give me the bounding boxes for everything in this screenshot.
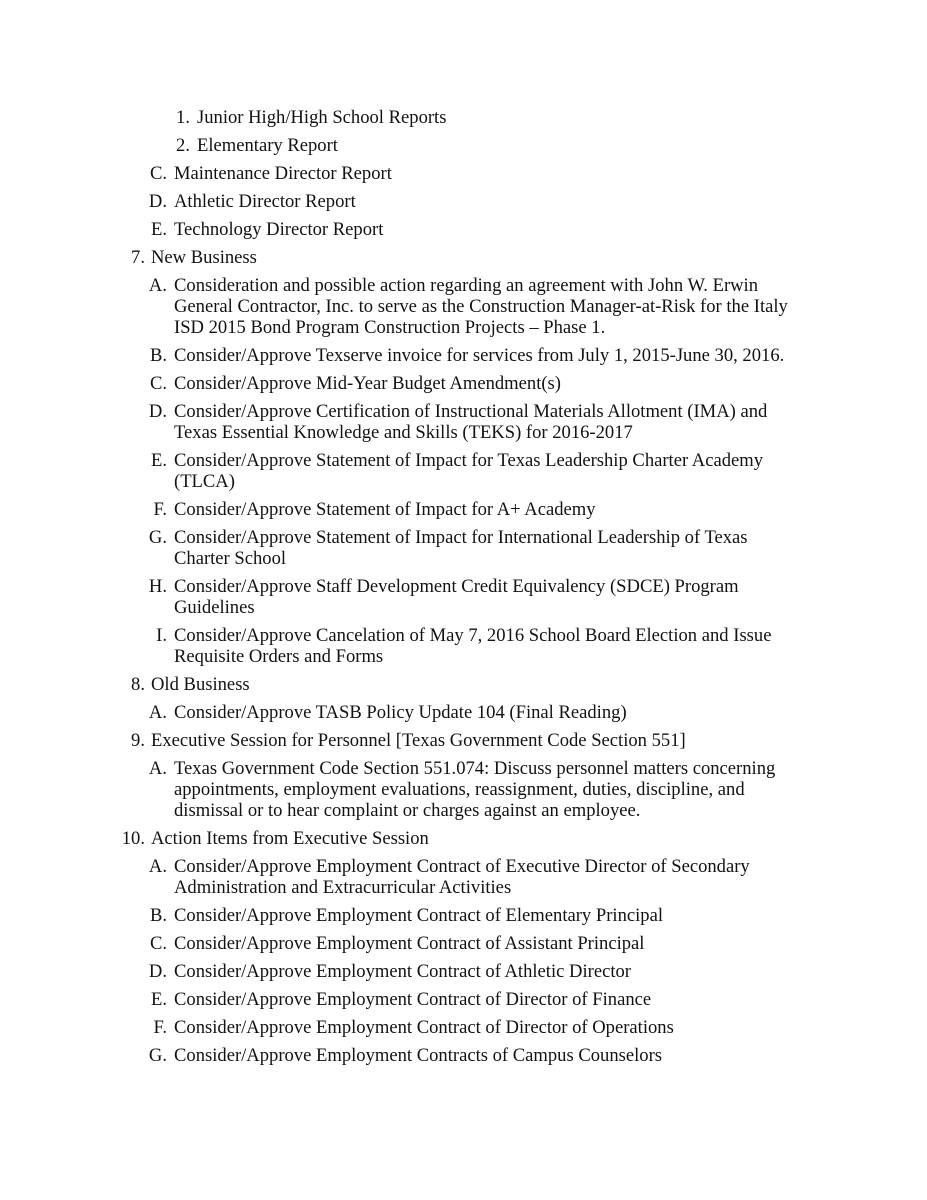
agenda-item-marker: H. — [148, 576, 167, 597]
agenda-item-marker: C. — [149, 373, 167, 394]
agenda-item-text: Consider/Approve Statement of Impact for Texas Leadership Charter Academy (TLCA) — [174, 450, 764, 492]
agenda-item-text: Consider/Approve Staff Development Credit Equivalency (SDCE) Program Guidelines — [174, 576, 739, 618]
agenda-item — [0, 576, 927, 618]
agenda-item — [0, 905, 927, 926]
agenda-item — [0, 1017, 927, 1038]
agenda-item-text: Consider/Approve Texserve invoice for services from July 1, 2015-June 30, 2016. — [174, 345, 785, 366]
agenda-item-marker: 2. — [176, 135, 190, 156]
agenda-outline-list — [0, 107, 927, 1073]
agenda-item-text: Texas Government Code Section 551.074: Discuss personnel matters concerning appointments, employment evaluations, reassignment, duties, discipline, and dismissal or to hear complaint or charges against an employee. — [174, 758, 776, 821]
agenda-item — [0, 674, 927, 695]
agenda-item-text: Consider/Approve Statement of Impact for International Leadership of Texas Charter School — [174, 527, 748, 569]
agenda-item-text: Consider/Approve Employment Contract of Director of Operations — [174, 1017, 674, 1038]
agenda-item-text: Consider/Approve Certification of Instructional Materials Allotment (IMA) and Texas Essential Knowledge and Skills (TEKS) for 2016-2017 — [174, 401, 768, 443]
agenda-item-marker: G. — [148, 527, 167, 548]
agenda-item-marker: 9. — [131, 730, 145, 751]
agenda-item-marker: F. — [153, 1017, 167, 1038]
agenda-item-text: Executive Session for Personnel [Texas Government Code Section 551] — [151, 730, 686, 751]
agenda-item-marker: E. — [150, 219, 167, 240]
agenda-item — [0, 450, 927, 492]
agenda-item-text: Consider/Approve Employment Contract of Assistant Principal — [174, 933, 645, 954]
agenda-item — [0, 499, 927, 520]
agenda-item-marker: B. — [149, 905, 167, 926]
agenda-item-text: Consider/Approve Employment Contract of Elementary Principal — [174, 905, 664, 926]
agenda-item-marker: 7. — [131, 247, 145, 268]
agenda-item-marker: F. — [153, 499, 167, 520]
agenda-item-text: Elementary Report — [197, 135, 338, 156]
agenda-item — [0, 107, 927, 128]
agenda-item-marker: D. — [148, 961, 167, 982]
agenda-item — [0, 219, 927, 240]
agenda-item — [0, 730, 927, 751]
agenda-item-text: Consider/Approve Employment Contract of Executive Director of Secondary Administration and Extracurricular Activities — [174, 856, 750, 898]
agenda-item-text: Consider/Approve Employment Contracts of Campus Counselors — [174, 1045, 663, 1066]
agenda-item — [0, 401, 927, 443]
agenda-item-text: New Business — [151, 247, 257, 268]
agenda-item-marker: E. — [150, 989, 167, 1010]
agenda-item-marker: A. — [148, 702, 167, 723]
agenda-item — [0, 989, 927, 1010]
agenda-item-text: Consider/Approve Cancelation of May 7, 2016 School Board Election and Issue Requisite Orders and Forms — [174, 625, 772, 667]
agenda-item-text: Consider/Approve Employment Contract of Director of Finance — [174, 989, 652, 1010]
agenda-item-text: Consider/Approve Employment Contract of Athletic Director — [174, 961, 631, 982]
agenda-item-text: Junior High/High School Reports — [197, 107, 447, 128]
agenda-item-marker: 1. — [176, 107, 190, 128]
agenda-item — [0, 163, 927, 184]
agenda-item — [0, 373, 927, 394]
agenda-item — [0, 856, 927, 898]
agenda-item-marker: D. — [148, 401, 167, 422]
agenda-item — [0, 702, 927, 723]
agenda-item-marker: D. — [148, 191, 167, 212]
agenda-item-text: Consideration and possible action regarding an agreement with John W. Erwin General Contractor, Inc. to serve as the Construction Manager-at-Risk for the Italy ISD 2015 Bond Program Construction Projects – Phase 1. — [174, 275, 788, 338]
agenda-item — [0, 758, 927, 821]
agenda-item-marker: 10. — [121, 828, 145, 849]
agenda-item-marker: E. — [150, 450, 167, 471]
agenda-item-text: Old Business — [151, 674, 250, 695]
agenda-item — [0, 1045, 927, 1066]
agenda-item-marker: I. — [156, 625, 167, 646]
agenda-item — [0, 625, 927, 667]
agenda-item — [0, 828, 927, 849]
agenda-item — [0, 527, 927, 569]
agenda-item — [0, 345, 927, 366]
agenda-item-marker: G. — [148, 1045, 167, 1066]
agenda-item-marker: C. — [149, 933, 167, 954]
agenda-item-text: Action Items from Executive Session — [151, 828, 429, 849]
agenda-item-text: Consider/Approve Mid-Year Budget Amendment(s) — [174, 373, 561, 394]
agenda-item — [0, 933, 927, 954]
agenda-item-text: Maintenance Director Report — [174, 163, 392, 184]
agenda-item — [0, 247, 927, 268]
agenda-item — [0, 961, 927, 982]
agenda-item — [0, 191, 927, 212]
agenda-item-text: Athletic Director Report — [174, 191, 356, 212]
agenda-item — [0, 135, 927, 156]
agenda-item-marker: B. — [149, 345, 167, 366]
agenda-item-text: Technology Director Report — [174, 219, 384, 240]
agenda-item-marker: A. — [148, 856, 167, 877]
agenda-item-marker: A. — [148, 758, 167, 779]
agenda-item-marker: 8. — [131, 674, 145, 695]
agenda-item-marker: C. — [149, 163, 167, 184]
agenda-item-text: Consider/Approve Statement of Impact for A+ Academy — [174, 499, 596, 520]
agenda-item-text: Consider/Approve TASB Policy Update 104 (Final Reading) — [174, 702, 627, 723]
agenda-item-marker: A. — [148, 275, 167, 296]
agenda-item — [0, 275, 927, 338]
